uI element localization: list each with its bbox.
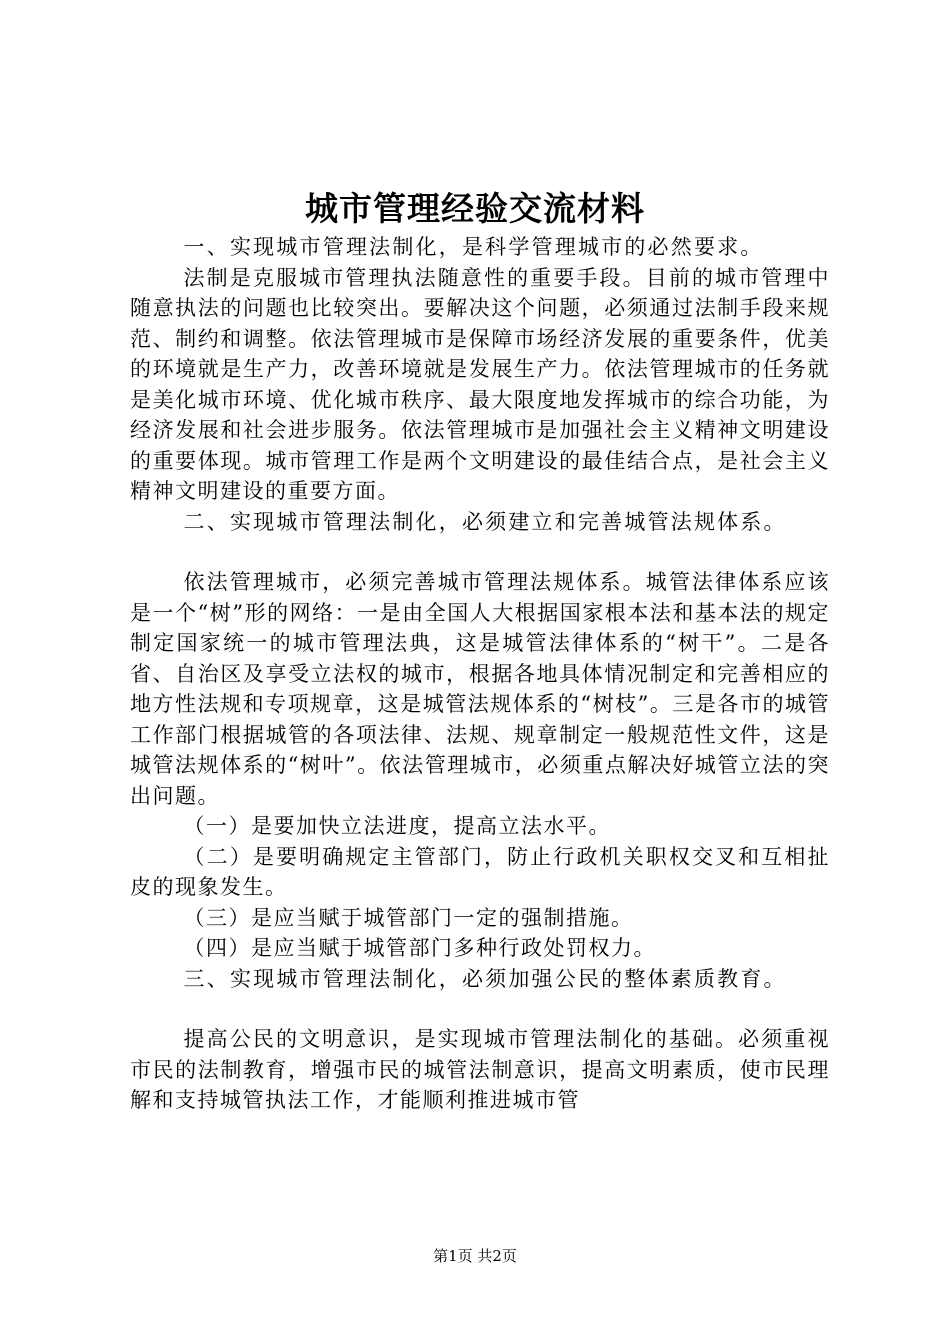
document-body <box>130 232 830 1116</box>
page-footer: 第1页 共2页 <box>433 1247 517 1265</box>
section-heading-1: 一、实现城市管理法制化，是科学管理城市的必然要求。 <box>183 235 764 259</box>
paragraph-3: 提高公民的文明意识，是实现城市管理法制化的基础。必须重视市民的法制教育，增强市民的城管法制意识，提高文明素质，使市民理解和支持城管执法工作，才能顺利推进城市管 <box>130 1027 830 1112</box>
list-item-4: （四）是应当赋于城管部门多种行政处罚权力。 <box>183 936 657 960</box>
section-heading-3: 三、实现城市管理法制化，必须加强公民的整体素质教育。 <box>183 966 787 991</box>
list-item-1: （一）是要加快立法进度，提高立法水平。 <box>183 814 612 838</box>
document-title: 城市管理经验交流材料 <box>305 189 645 228</box>
list-item-2: （二）是要明确规定主管部门，防止行政机关职权交叉和互相扯皮的现象发生。 <box>130 844 830 899</box>
paragraph-2: 依法管理城市，必须完善城市管理法规体系。城管法律体系应该是一个“树”形的网络：一是由全国人大根据国家根本法和基本法的规定制定国家统一的城市管理法典，这是城管法律体系的“树干”。二是各省、自治区及享受立法权的城市，根据各地具体情况制定和完善相应的地方性法规和专项规章，这是城管法规体系的“树枝”。三是各市的城管工作部门根据城管的各项法律、法规、规章制定一般规范性文件，这是城管法规体系的“树叶”。依法管理城市，必须重点解决好城管立法的突出问题。 <box>130 570 830 808</box>
section-heading-2: 二、实现城市管理法制化，必须建立和完善城管法规体系。 <box>183 509 787 534</box>
list-item-3: （三）是应当赋于城管部门一定的强制措施。 <box>183 905 634 930</box>
paragraph-1: 法制是克服城市管理执法随意性的重要手段。目前的城市管理中随意执法的问题也比较突出。要解决这个问题，必须通过法制手段来规范、制约和调整。依法管理城市是保障市场经济发展的重要条件，优美的环境就是生产力，改善环境就是发展生产力。依法管理城市的任务就是美化城市环境、优化城市秩序、最大限度地发挥城市的综合功能，为经济发展和社会进步服务。依法管理城市是加强社会主义精神文明建设的重要体现。城市管理工作是两个文明建设的最佳结合点，是社会主义精神文明建设的重要方面。 <box>130 265 830 503</box>
